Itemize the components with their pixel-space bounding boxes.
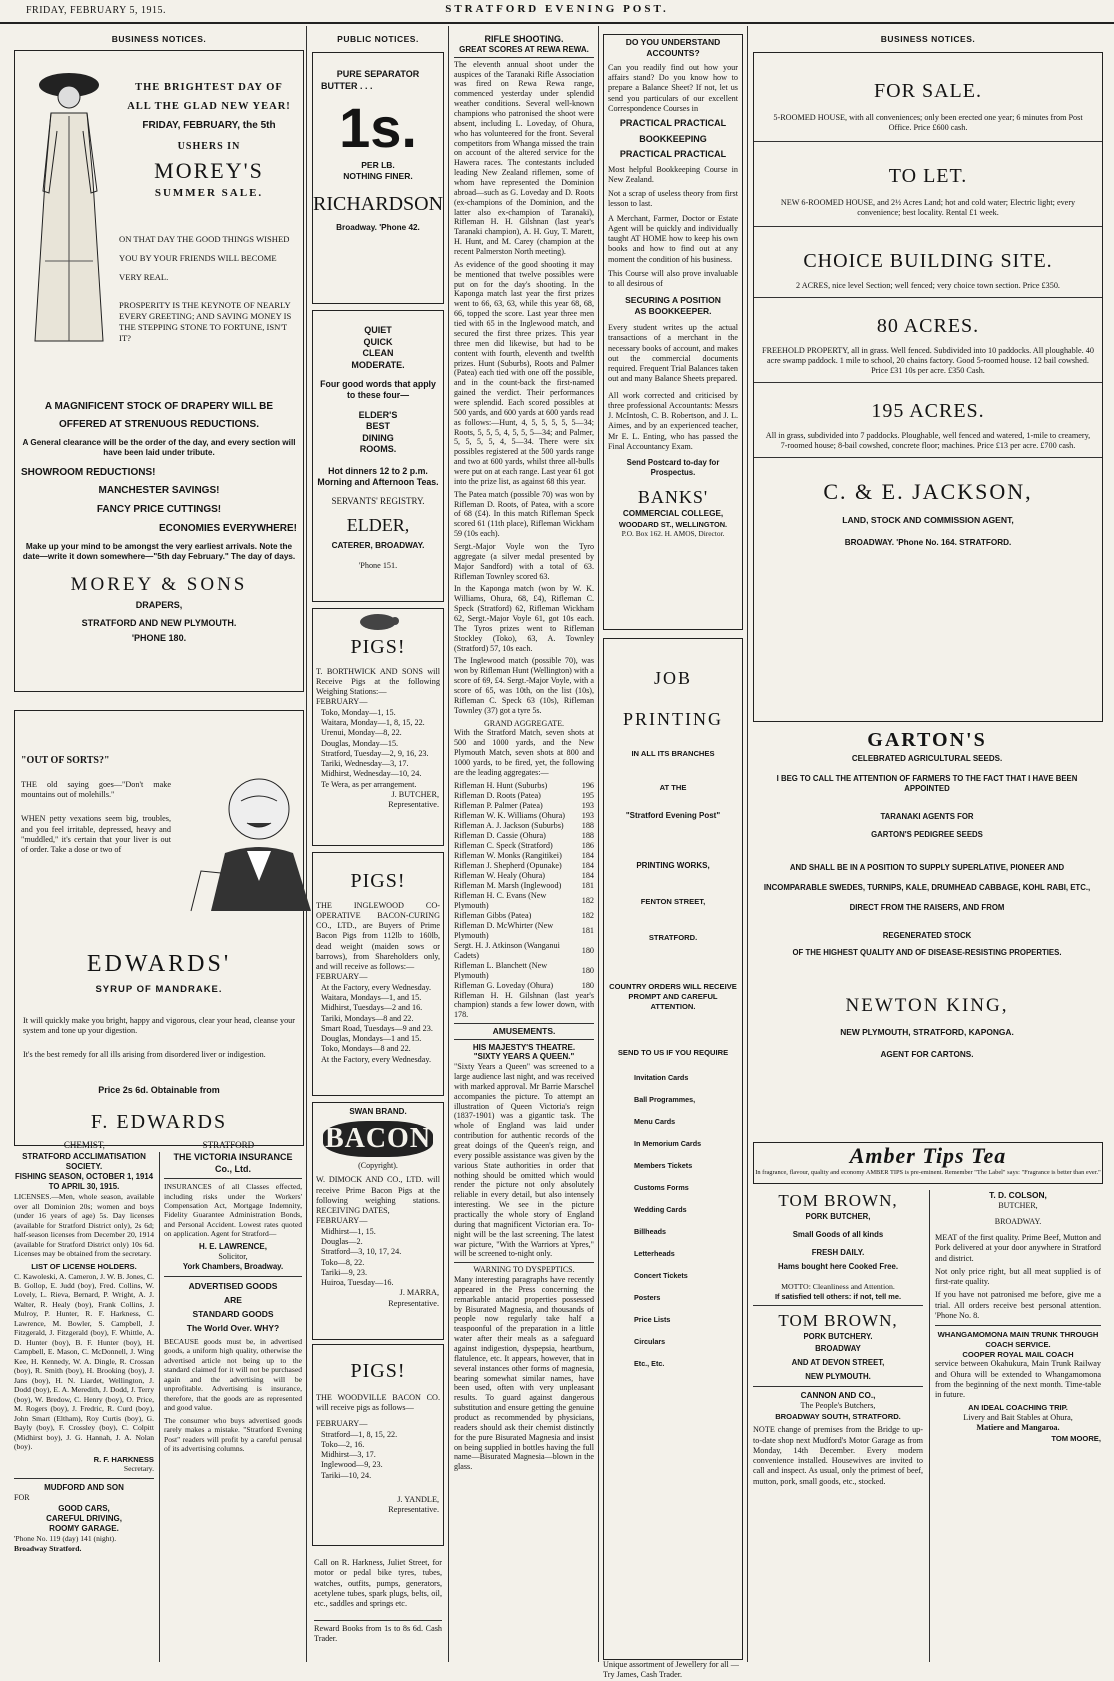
- notice-line: FISHING SEASON, OCTOBER 1, 1914 TO APRIL 30, 1915.: [14, 1172, 154, 1192]
- pigs-line: Representative.: [388, 1505, 439, 1515]
- tom-brown-line: NEW PLYMOUTH.: [805, 1371, 871, 1381]
- acres-80-title: 80 ACRES.: [876, 315, 980, 338]
- morey-line: OFFERED AT STRENUOUS REDUCTIONS.: [58, 418, 259, 430]
- pigs-woodville-advert: [312, 1344, 444, 1546]
- table-row: Rifleman C. Speck (Stratford) 186: [454, 840, 594, 850]
- pigs-row: Waitara, Mondays—1, and 15.: [321, 993, 422, 1003]
- job-line: COUNTRY ORDERS WILL RECEIVE PROMPT AND CAREFUL ATTENTION.: [609, 982, 737, 1011]
- banks-college-advert: [603, 34, 743, 630]
- adv-goods-line: ADVERTISED GOODS: [188, 1281, 278, 1292]
- jackson-text: 2 ACRES, nice level Section; well fenced; very choice town section. Price £350.: [796, 280, 1060, 290]
- morey-name: MOREY & SONS: [70, 573, 248, 595]
- theatre-heading: HIS MAJESTY'S THEATRE.: [472, 1042, 576, 1052]
- mudford-line: CAREFUL DRIVING,: [46, 1513, 122, 1523]
- pigs-row: Tariki, Wednesday—3, 17.: [321, 759, 409, 769]
- column-5: [753, 34, 1103, 1662]
- banks-line: PRACTICAL PRACTICAL: [619, 149, 727, 160]
- tolet-title: TO LET.: [888, 165, 968, 188]
- article-paragraph: In the Kaponga match (won by W. K. Williams, Ohura, 68, £4), Rifleman C. Speck (Stratford) 62, Rifleman Wickham 62, Sergt.-Major Voyle 61, got 10s each. The Tyros prizes went to Rifleman Stockley (Toko), 63, A. Townley (Stratford) 57, 10s each.: [454, 584, 594, 653]
- colson-text: Not only price right, but all meat supplied is of first-rate quality.: [935, 1266, 1101, 1287]
- column-3: [454, 34, 594, 1662]
- mudford-line: Broadway Stratford.: [14, 1544, 82, 1554]
- choice-title: CHOICE BUILDING SITE.: [803, 250, 1053, 273]
- cannon-name: CANNON AND CO.,: [800, 1390, 876, 1400]
- morey-line: 'PHONE 180.: [131, 633, 187, 644]
- acclimatisation-notice: [14, 1152, 154, 1662]
- morey-line: ALL THE GLAD NEW YEAR!: [127, 101, 291, 113]
- tom-brown-line: Small Goods of all kinds: [792, 1229, 884, 1239]
- pigs-row: At the Factory, every Wednesday.: [321, 1054, 431, 1064]
- swan-row: Midhirst—1, 15.: [321, 1226, 376, 1236]
- pigs-row: Toko, Monday—1, 15.: [321, 707, 396, 717]
- swan-month: FEBRUARY—: [316, 1216, 368, 1226]
- pigs-row: Midhirst, Wednesday—10, 24.: [321, 769, 422, 779]
- richardson-line: PER LB.: [361, 160, 395, 171]
- tom-brown-line: MOTTO: Cleanliness and Attention.: [781, 1281, 895, 1291]
- notice-text: C. Kawoleski, A. Cameron, J. W. B. Jones, C. B. Gollop, E. Judd (boy), Fred. Collins, W. Lovely, L. Rieva, Bernard, P. Wright, A. J. Walter, R. Healy (boy), Frank Collins, J. Mulroy, P. Hunter, R. F. Harkness, C. Lawrence, M. Bowler, S. Campbell, J. Fitzgerald, J. Fitzgerald (boy), F. Whittle, A. D. Hunter (boy), B. F. Hunter (boy), H. Campbell, E. Mason, C. McDonnell, J. Wing Kee, H. Kennedy, W. A. Dingle, R. Crossan (boy), R. Smith (boy), H. Brooking (boy), J. Jans (boy), H. N. Liardet, Wellington, J. Dodd (boy), E. A. Meredith, J. Dodd, J. Terry (boy), W. Bredow, C. Henry (boy), O. Price, M. Rogers (boy), J. Fredric, R. Curd (boy), John Smart (Eltham), Roy Curtis (boy), G. Bayly (boy), F. Crossley (boy), C. Colpitt (Midhirst boy), J. G. Hannah, J. A. Nolan (boy).: [14, 1271, 154, 1452]
- job-item: Circulars: [634, 1336, 666, 1346]
- banks-line: BOOKKEEPING: [639, 133, 707, 144]
- mail-line: Matiere and Mangaroa.: [976, 1423, 1060, 1433]
- mail-line: AN IDEAL COACHING TRIP.: [968, 1403, 1068, 1413]
- edwards-title: "OUT OF SORTS?": [21, 755, 110, 766]
- colson-name: T. D. COLSON,: [989, 1190, 1047, 1200]
- job-item: Menu Cards: [634, 1117, 676, 1127]
- mudford-line: 'Phone No. 119 (day) 141 (night).: [14, 1534, 117, 1544]
- elder-line: QUICK: [363, 336, 393, 347]
- pigs-row: Te Wera, as per arrangement.: [321, 779, 417, 789]
- banks-title: DO YOU UNDERSTAND ACCOUNTS?: [625, 37, 721, 58]
- swan-row: Toko—8, 22.: [321, 1257, 365, 1267]
- elder-line: CLEAN: [362, 348, 394, 359]
- victoria-line: York Chambers, Broadway.: [182, 1262, 284, 1272]
- column-rule: [448, 26, 449, 1662]
- harkness-notice: Call on R. Harkness, Juliet Street, for motor or pedal bike tyres, tubes, watches, outfits, pumps, generators, acetylene tubes, spark plugs, belts, oil, etc., saddles and springs etc.: [314, 1558, 442, 1608]
- banks-line: SECURING A POSITION: [625, 295, 721, 306]
- article-paragraph: The eleventh annual shoot under the auspices of the Taranaki Rifle Association was fired on Rewa Rewa range, commenced yesterday under splendid weather conditions. Several well-known champions who patronised the shoot were absent, including L. Loveday, of Ohura, who has volunteered for the front. Several competitors from Whanga missed the train on account of the altered service for the Hawera races. The contestants included leading New Zealand riflemen, some of whom have represented the Dominion abroad—such as G. Loveday and D. Roots (ex-champions of the Dominion, and the latter also ex-champion of Taranaki), Rifleman H. H. Gilshnan (last year's Taranaki champion), A. H. Guy, T. Marett, H. Hunt, and M. Carey (champion at the recent Palmerston North meeting).: [454, 59, 594, 257]
- job-item: Price Lists: [634, 1314, 671, 1324]
- morey-title: MOREY'S: [154, 158, 264, 184]
- table-row: Rifleman W. Healy (Ohura) 184: [454, 870, 594, 880]
- garton-line: AND SHALL BE IN A POSITION TO SUPPLY SUPERLATIVE, PIONEER AND INCOMPARABLE SWEDES, TURNIPS, KALE, DRUMHEAD CABBAGE, KOHL RABI, ETC., DIRECT FROM THE RAISERS, AND FROM: [763, 862, 1091, 913]
- pigs-signature: J. BUTCHER,: [391, 789, 439, 799]
- morey-text: Make up your mind to be amongst the very earliest arrivals. Note the date—write it down somewhere—"5th day February." The day of days.: [22, 541, 296, 562]
- jackson-advert: [753, 52, 1103, 722]
- job-line: PRINTING WORKS,: [636, 860, 710, 870]
- swan-copyright: (Copyright).: [358, 1161, 398, 1171]
- morey-line: FRIDAY, FEBRUARY, the 5th: [142, 119, 276, 131]
- morey-line: STRATFORD AND NEW PLYMOUTH.: [81, 617, 237, 628]
- garton-line: I BEG TO CALL THE ATTENTION OF FARMERS TO THE FACT THAT I HAVE BEEN APPOINTED: [776, 773, 1078, 793]
- edwards-text: It will quickly make you bright, happy and vigorous, clear your head, cleanse your system and tone up your digestion.: [23, 1015, 295, 1036]
- banks-text: Most helpful Bookkeeping Course in New Zealand.: [608, 164, 738, 184]
- pigs-row: Stratford, Tuesday—2, 9, 16, 23.: [321, 748, 429, 758]
- job-item: Customs Forms: [634, 1183, 689, 1193]
- swan-title: SWAN BRAND.: [349, 1107, 407, 1116]
- mail-line: COOPER ROYAL MAIL COACH: [962, 1349, 1074, 1359]
- column-rule: [747, 26, 748, 1662]
- elder-line: DINING: [362, 432, 394, 443]
- mail-line: Livery and Bait Stables at Ohura,: [963, 1413, 1073, 1423]
- elder-line: MODERATE.: [351, 359, 405, 370]
- job-item: Ball Programmes,: [634, 1095, 696, 1105]
- aggregate-table: [454, 781, 594, 991]
- garton-line: REGENERATED STOCK: [882, 930, 972, 940]
- richardson-line: NOTHING FINER.: [343, 170, 413, 181]
- jewellery-notice: Unique assortment of Jewellery for all — Try James, Cash Trader.: [603, 1660, 739, 1680]
- table-row: Rifleman A. J. Jackson (Suburbs) 188: [454, 820, 594, 830]
- job-item: Letterheads: [634, 1249, 675, 1259]
- swan-logo: BACON: [323, 1121, 433, 1157]
- mail-line: WHANGAMOMONA MAIN TRUNK THROUGH COACH SERVICE.: [937, 1330, 1099, 1349]
- garton-line: OF THE HIGHEST QUALITY AND OF DISEASE-RESISTING PROPERTIES.: [792, 948, 1062, 958]
- morey-line: ECONOMIES EVERYWHERE!: [159, 522, 297, 534]
- banks-line: WOODARD ST., WELLINGTON.: [618, 519, 728, 529]
- tom-brown-line: PORK BUTCHERY.: [803, 1331, 873, 1341]
- swan-row: Douglas—2.: [321, 1237, 363, 1247]
- article-paragraph: Rifleman H. H. Gilshnan (last year's champion) stands a few lower down, with 178.: [454, 990, 594, 1020]
- colson-column: [935, 1190, 1101, 1662]
- banks-text: Can you readily find out how your affairs stand? Do you know how to prepare a Balance Sheet? If not, let us send you particulars of our excellent Correspondence Courses in: [608, 62, 738, 113]
- elder-line: QUIET: [364, 325, 392, 335]
- edwards-chemist: F. EDWARDS: [90, 1111, 228, 1134]
- swan-signature: J. MARRA,: [399, 1288, 439, 1298]
- banks-text: Every student writes up the actual transactions of a merchant in the necessary books of account, and makes out the commercial documents required. Frequent Trial Balances taken out and many Balance Sheets prepared.: [608, 323, 738, 384]
- job-item: Concert Tickets: [634, 1271, 688, 1280]
- table-row: Rifleman M. Marsh (Inglewood) 181: [454, 880, 594, 890]
- colson-line: BUTCHER,: [998, 1200, 1038, 1210]
- pigs-row: Toko, Mondays—8 and 22.: [321, 1044, 411, 1054]
- table-row: Rifleman L. Blanchett (New Plymouth) 180: [454, 960, 594, 980]
- table-row: Rifleman Gibbs (Patea) 182: [454, 910, 594, 920]
- jackson-line: LAND, STOCK AND COMMISSION AGENT,: [842, 514, 1014, 525]
- table-row: Rifleman H. C. Evans (New Plymouth) 182: [454, 890, 594, 910]
- tom-brown-line: Hams bought here Cooked Free.: [777, 1261, 898, 1271]
- banks-line: AS BOOKKEEPER.: [634, 306, 712, 317]
- mail-signature: TOM MOORE,: [1051, 1433, 1101, 1443]
- victoria-agent: H. E. LAWRENCE,: [198, 1241, 267, 1251]
- pigs-text: T. BORTHWICK AND SONS will Receive Pigs at the following Weighing Stations:—: [316, 666, 440, 697]
- elder-text: Hot dinners 12 to 2 p.m. Morning and Afternoon Teas.: [317, 465, 439, 487]
- tom-brown-name: TOM BROWN,: [778, 1191, 898, 1210]
- job-item: Members Tickets: [634, 1161, 693, 1171]
- edwards-line: CHEMIST,: [63, 1139, 105, 1150]
- tom-brown-line: FRESH DAILY.: [811, 1247, 865, 1257]
- table-row: Rifleman D. Roots (Patea) 195: [454, 790, 594, 800]
- job-line: PRINTING: [623, 709, 723, 730]
- richardson-line: BUTTER . . .: [321, 80, 373, 91]
- garton-line: TARANAKI AGENTS FOR: [880, 811, 974, 821]
- job-item: Wedding Cards: [634, 1205, 687, 1215]
- cannon-line: BROADWAY SOUTH, STRATFORD.: [775, 1411, 901, 1421]
- morey-line: USHERS IN: [177, 140, 241, 152]
- pigs-row: Tariki, Mondays—8 and 22.: [321, 1013, 414, 1023]
- dyspeptics-heading: WARNING TO DYSPEPTICS.: [454, 1262, 594, 1275]
- job-line: STRATFORD.: [648, 932, 698, 942]
- notice-line: LIST OF LICENSE HOLDERS.: [31, 1261, 137, 1271]
- elder-line: SERVANTS' REGISTRY.: [331, 496, 425, 507]
- tom-brown-line: PORK BUTCHER,: [805, 1211, 871, 1221]
- tom-brown-line: If satisfied tell others: if not, tell me.: [774, 1291, 902, 1301]
- mudford-line: FOR: [14, 1493, 30, 1503]
- banks-line: PRACTICAL PRACTICAL: [619, 118, 727, 128]
- elder-advert: [312, 310, 444, 602]
- pigs-inglewood-advert: [312, 852, 444, 1096]
- pigs-row: Midhirst, Tuesdays—2 and 16.: [321, 1003, 423, 1013]
- article-title: RIFLE SHOOTING.: [484, 34, 564, 44]
- cannon-line: The People's Butchers,: [800, 1401, 876, 1411]
- table-row: Rifleman D. Cassie (Ohura) 188: [454, 830, 594, 840]
- insurance-column: [164, 1152, 302, 1662]
- issue-date: FRIDAY, FEBRUARY 5, 1915.: [26, 5, 166, 16]
- morey-line: SHOWROOM REDUCTIONS!: [21, 466, 156, 478]
- butchers-column: [753, 1190, 923, 1662]
- job-printing-advert: [603, 638, 743, 1660]
- victoria-text: INSURANCES of all Classes effected, including risks under the Workers' Compensation Act, Mortgage Indemnity, Fidelity Guarantee Administration Bonds, and Personal Accident. Lowest rates quoted on application. Agent for Stratford—: [164, 1182, 302, 1239]
- article-paragraph: The Inglewood match (possible 70), was won by Rifleman Hunt (Wellington) with a score of 69, £4. Sergt.-Major Voyle, with a score of 65, was 10th, on the list (10s), Rifleman C. Speck 63 (10s), Rifleman Townley (37) got a tyre 5s.: [454, 656, 594, 715]
- pigs-row: Inglewood—9, 23.: [321, 1460, 383, 1470]
- pigs-signature: J. YANDLE,: [397, 1494, 439, 1504]
- newton-line: AGENT FOR CARTONS.: [880, 1049, 974, 1059]
- banks-text: Not a scrap of useless theory from first lesson to last.: [608, 189, 738, 209]
- masthead-strip: [0, 0, 1114, 22]
- elder-line: BEST: [365, 421, 390, 432]
- garton-line: CELEBRATED AGRICULTURAL SEEDS.: [851, 753, 1003, 763]
- amber-tips-advert: [753, 1142, 1103, 1184]
- job-item: Etc., Etc.: [634, 1358, 665, 1368]
- job-item: Invitation Cards: [634, 1073, 689, 1083]
- banks-line: Send Postcard to-day for Prospectus.: [626, 458, 720, 478]
- morey-line: THE BRIGHTEST DAY OF: [135, 82, 283, 93]
- pigs-title: PIGS!: [350, 636, 406, 658]
- masthead-rule: [0, 22, 1114, 24]
- richardson-advert: [312, 52, 444, 304]
- edwards-text: WHEN petty vexations seem big, troubles, and you feel irritable, depressed, heavy and "muddled," it's certain that your liver is out of order. Take a dose or two of: [21, 814, 171, 855]
- paper-name: STRATFORD EVENING POST.: [445, 3, 669, 15]
- pigs-month: FEBRUARY—: [316, 697, 368, 707]
- edwards-price: Price 2s 6d. Obtainable from: [98, 1084, 220, 1095]
- swan-text: W. DIMOCK AND CO., LTD. will receive Prime Bacon Pigs at the following weighing stations. RECEIVING DATES,: [316, 1175, 440, 1216]
- richardson-line: Broadway. 'Phone 42.: [336, 223, 420, 233]
- mudford-line: GOOD CARS,: [58, 1503, 110, 1513]
- forsale-title: FOR SALE.: [874, 80, 982, 102]
- morey-line: A MAGNIFICENT STOCK OF DRAPERY WILL BE: [44, 401, 274, 412]
- job-item: In Memorium Cards: [634, 1139, 702, 1149]
- table-row: Rifleman H. Hunt (Suburbs) 196: [454, 780, 594, 790]
- jackson-text: FREEHOLD PROPERTY, all in grass. Well fenced. Subdivided into 10 paddocks. All ploughable. 40 acre swamp paddock. 1 mile to school, 20 chains factory. Good 5-roomed house. 12 bail cowshed. Price £31 10s per acre. £350 Cash.: [762, 345, 1094, 376]
- pigs-row: Stratford—1, 8, 15, 22.: [321, 1429, 398, 1439]
- swan-row: Huiroa, Tuesday—16.: [321, 1278, 394, 1288]
- lady-illustration: [23, 61, 115, 361]
- table-row: Rifleman J. Shepherd (Opunake) 184: [454, 860, 594, 870]
- column-2: [312, 34, 444, 1662]
- article-paragraph: With the Stratford Match, seven shots at 500 and 1000 yards, and the New Plymouth Match, seven shots at 800 and 1000 yards, to be fired, yet, the following are the leading aggregates:—: [454, 728, 594, 777]
- tom-brown-line: BROADWAY: [815, 1343, 861, 1353]
- job-item: Posters: [634, 1292, 661, 1302]
- newton-line: NEW PLYMOUTH, STRATFORD, KAPONGA.: [840, 1026, 1014, 1037]
- edwards-advert: [14, 710, 304, 1150]
- banks-text: This Course will also prove invaluable to all desirous of: [608, 268, 738, 289]
- table-row: Rifleman W. Monks (Rangitikei) 184: [454, 850, 594, 860]
- aggregate-heading: GRAND AGGREGATE.: [484, 718, 564, 728]
- morey-line: FANCY PRICE CUTTINGS!: [96, 504, 222, 516]
- amber-logo: Amber Tips Tea: [849, 1143, 1007, 1168]
- victoria-title: THE VICTORIA INSURANCE Co., Ltd.: [164, 1152, 302, 1179]
- edwards-text: THE old saying goes—"Don't make mountains out of molehills.": [21, 779, 171, 800]
- tom-brown-name: TOM BROWN,: [778, 1311, 898, 1331]
- elder-line: 'Phone 151.: [358, 561, 398, 571]
- pigs-line: Representative.: [388, 800, 439, 810]
- job-line: SEND TO US IF YOU REQUIRE: [617, 1047, 729, 1057]
- morey-advert: [14, 50, 304, 692]
- elder-name: ELDER,: [346, 514, 410, 535]
- morey-line: SUMMER SALE.: [154, 186, 264, 199]
- article-paragraph: "Sixty Years a Queen" was screened to a large audience last night, and was received with marked approval. Mr Barrie Marschel accompanies the picture. To attempt an illustration of Queen Victoria's reign (1837-1901) was a gigantic task. The whole of England was laid under contribution for authentic records of the great doings of the Queen's reign, and every possible assistance was given by the various State authorities in order that nothing should be omitted which would render the picture not only absolutely reliable in every detail, but also intensely interesting. We see in the picture practically the whole story of England during that magnificent Victorian era. To-night will be the last screening. The latest war picture, "With the Warriors at Ypres," will be screened to-night only.: [454, 1062, 594, 1259]
- elder-line: CATERER, BROADWAY.: [331, 540, 425, 550]
- richardson-price: 1s.: [339, 96, 417, 160]
- cannon-text: NOTE change of premises from the Bridge to up-to-date shop next Mudford's Motor Garage as from Monday, 14th December. Every modern convenience installed. Housewives are invited to call and inspect. As usual, only the primest of beef, mutton, pork, small goods, etc., stocked.: [753, 1425, 923, 1486]
- edwards-line: STRATFORD: [202, 1139, 255, 1150]
- theatre-subheading: "SIXTY YEARS A QUEEN.": [473, 1052, 575, 1062]
- morey-text: ON THAT DAY THE GOOD THINGS WISHED YOU BY YOUR FRIENDS WILL BECOME VERY REAL.: [119, 233, 290, 282]
- man-illustration: [181, 761, 331, 911]
- pigs-borthwick-advert: [312, 608, 444, 846]
- morey-line: DRAPERS,: [135, 600, 183, 611]
- swan-line: Representative.: [388, 1298, 439, 1308]
- victoria-line: Solicitor,: [218, 1252, 248, 1262]
- edwards-name: EDWARDS': [86, 951, 232, 977]
- pigs-row: Smart Road, Tuesdays—9 and 23.: [321, 1023, 433, 1033]
- pigs-row: Tariki—10, 24.: [321, 1470, 372, 1480]
- newton-name: NEWTON KING,: [845, 995, 1009, 1017]
- elder-text: Four good words that apply to these four—: [320, 379, 436, 401]
- adv-goods-text: The consumer who buys advertised goods rarely makes a mistake. "Stratford Evening Post" readers will profit by a careful perusal of its advertising columns.: [164, 1415, 302, 1454]
- reward-notice: Reward Books from 1s to 8s 6d. Cash Trader.: [314, 1620, 442, 1645]
- amber-text: In fragrance, flavour, quality and economy AMBER TIPS is pre-eminent. Remember "The Label" says: "Fragrance is better than ever.": [755, 1169, 1101, 1176]
- job-line: IN ALL ITS BRANCHES: [631, 749, 715, 759]
- edwards-text: It's the best remedy for all ills arising from disordered liver or indigestion.: [23, 1050, 266, 1060]
- job-line: JOB: [653, 668, 692, 688]
- adv-goods-text: BECAUSE goods must be, in advertised goods, a uniform high quality, otherwise the advertised article not being up to the standard claimed for it will not be purchased again and the advertising will be unprofitable. Advertising is insurance, therefore, that the goods are as represented and good value.: [164, 1336, 302, 1413]
- pigs-row: Toko—2, 16.: [321, 1439, 365, 1449]
- morey-line: MANCHESTER SAVINGS!: [98, 485, 220, 497]
- elder-line: ROOMS.: [359, 444, 397, 455]
- pigs-row: Waitara, Monday—1, 8, 15, 22.: [321, 718, 425, 728]
- pigs-month: FEBRUARY—: [316, 1419, 368, 1429]
- mudford-line: ROOMY GARAGE.: [49, 1524, 119, 1534]
- notice-text: LICENSES.—Men, whole season, available over all Dominion 20s; women and boys (under 16 years of age) 5s. Day licenses (available for Stratford District only), 2s 6d; half-season licenses from December 20, 1914 (available for Stratford District only) 10s 6d. Licenses may be obtained from the secretary.: [14, 1192, 154, 1259]
- pigs-title: PIGS!: [350, 1360, 406, 1382]
- richardson-name: RICHARDSON: [313, 192, 444, 215]
- notice-title: STRATFORD ACCLIMATISATION SOCIETY.: [22, 1152, 146, 1172]
- jackson-text: 5-ROOMED HOUSE, with all conveniences; only been erected one year; 6 minutes from Post Office. Price £600 cash.: [773, 112, 1083, 132]
- richardson-line: PURE SEPARATOR: [336, 69, 420, 79]
- article-paragraph: Many interesting paragraphs have recently appeared in the Press concerning the remarkable antacid properties possessed by Bisurated Magnesia, and thousands of people now regularly take half a teaspoonful of the preparation in a little water after their meals as a safeguard against indigestion, dyspepsia, heartburn, flatulence, etc. It appears, however, that in several instances other forms of magnesia, bearing somewhat similar names, have been used, often with very unpleasant results. To guard against dangerous substitution and ensure getting the genuine product as recommended by physicians, readers should ask their chemist distinctly for the pure Bisurated Magnesia and insist on being supplied in bottles having the full name—Bisurated Magnesia—blown in the glass.: [454, 1275, 594, 1472]
- notice-signature: R. F. HARKNESS: [93, 1454, 154, 1464]
- garton-line: GARTON'S PEDIGREE SEEDS: [871, 829, 983, 839]
- article-subtitle: GREAT SCORES AT REWA REWA.: [454, 45, 594, 58]
- column-1: [14, 34, 304, 1662]
- adv-goods-line: ARE: [224, 1295, 242, 1306]
- mail-text: service between Okahukura, Main Trunk Railway and Ohura will be extended to Whangamomona from the beginning of the next month. Time-table in future.: [935, 1359, 1101, 1400]
- job-line: "Stratford Evening Post": [625, 810, 721, 820]
- section-head: PUBLIC NOTICES.: [337, 34, 419, 44]
- banks-line: COMMERCIAL COLLEGE,: [622, 509, 724, 519]
- article-paragraph: As evidence of the good shooting it may be mentioned that twelve possibles were put on for the day's shooting. In the Kaponga match last year the first prizes went to 66, 63, 63, while this year 68, 68, 66, topped the score. Last year three men tied with 65 in the Inglewood match, and secured the first three prizes. This year three men did likewise, but had to be content with fourth, eleventh and twelfth prizes. Hunt (Suburbs), Roots and Palmer (Patea) each tied with one off the possible, and in the count-back the first-named gained the verdict. Their performances were splendid. Each scored possibles at 500 yards, and 600 yards at 600 yards read as follows:—Hunt, 4, 5, 5, 5, 5, 5—34; Roots, 5, 5, 5, 4, 5, 5, 5—34; and Palmer, 5, 5, 5, 5, 4, 5—34. There were six possibles registered at the 500 yards range and two at 600 yards, whilst three all-bulls were put on at each range. Last year 61 got into the prize list, as against 68 this year.: [454, 259, 594, 486]
- elder-line: ELDER'S: [358, 409, 398, 420]
- section-head: BUSINESS NOTICES.: [880, 34, 976, 44]
- jackson-name: C. & E. JACKSON,: [823, 479, 1033, 505]
- morey-text: PROSPERITY IS THE KEYNOTE OF NEARLY EVERY GREETING; AND SAVING MONEY IS THE STEPPING STONE TO FORTUNE, ISN'T IT?: [119, 300, 292, 344]
- pigs-title: PIGS!: [350, 870, 406, 892]
- table-row: Rifleman G. Loveday (Ohura) 180: [454, 980, 594, 990]
- edwards-subtitle: SYRUP OF MANDRAKE.: [95, 983, 223, 995]
- pigs-month: FEBRUARY—: [316, 972, 368, 982]
- column-4: [603, 34, 743, 1680]
- banks-text: All work corrected and criticised by three professional Accountants: Messrs J. McIntosh, C. B. Robertson, and J. L. Aimes, and by an experienced teacher, Mr E. L. Enting, who has passed the Final Accountancy Exam.: [608, 390, 738, 451]
- pigs-row: Douglas, Mondays—1 and 15.: [321, 1034, 422, 1044]
- pig-icon: [356, 611, 400, 633]
- pigs-row: Douglas, Monday—15.: [321, 738, 399, 748]
- notice-line: Secretary.: [123, 1464, 154, 1474]
- acres-195-title: 195 ACRES.: [871, 400, 985, 423]
- table-row: Rifleman D. McWhirter (New Plymouth) 181: [454, 920, 594, 940]
- article-paragraph: The Patea match (possible 70) was won by Rifleman D. Roots, of Patea, with a score of 68 (£4). In this match Rifleman Speck scored 61 (11th place), Rifleman Wickham 59 (10s each).: [454, 489, 594, 539]
- pigs-row: At the Factory, every Wednesday.: [321, 982, 431, 992]
- article-paragraph: Sergt.-Major Voyle won the Tyro aggregate (a silver medal presented by Major Sandford) with a total of 63. Rifleman Townley scored 63.: [454, 541, 594, 581]
- jackson-text: NEW 6-ROOMED HOUSE, and 2½ Acres Land; hot and cold water; Electric light; every convenience; best locality. Rental £1 week.: [780, 197, 1076, 217]
- section-head: BUSINESS NOTICES.: [111, 34, 207, 44]
- morey-text: A General clearance will be the order of the day, and every section will have been laid under tribute.: [22, 437, 296, 458]
- job-item: Billheads: [634, 1227, 666, 1237]
- table-row: Rifleman P. Palmer (Patea) 193: [454, 800, 594, 810]
- jackson-line: BROADWAY. 'Phone No. 164. STRATFORD.: [844, 537, 1012, 547]
- garton-title: GARTON'S: [867, 729, 987, 751]
- pigs-text: THE WOODVILLE BACON CO. will receive pigs as follows—: [316, 1392, 440, 1412]
- banks-text: A Merchant, Farmer, Doctor or Estate Agent will be quickly and individually taught AT HOME how to keep his own books and how to find out at any moment the condition of his business.: [608, 213, 738, 264]
- pigs-row: Urenui, Monday—8, 22.: [321, 728, 402, 738]
- banks-name: BANKS': [637, 486, 709, 507]
- mudford-title: MUDFORD AND SON: [44, 1483, 124, 1493]
- colson-text: MEAT of the first quality. Prime Beef, Mutton and Pork delivered at your door anywhere in Stratford and district.: [935, 1233, 1101, 1263]
- pigs-text: THE INGLEWOOD CO-OPERATIVE BACON-CURING CO., LTD., are Buyers of Prime Bacon Pigs from 112lb to 160lb, dead weight (maiden sows or barrows), from Shareholders only, and will receive as follows:—: [316, 900, 440, 972]
- tom-brown-line: AND AT DEVON STREET,: [791, 1357, 885, 1367]
- pigs-row: Midhirst—3, 17.: [321, 1450, 376, 1460]
- amusements-heading: AMUSEMENTS.: [454, 1023, 594, 1039]
- swan-row: Tariki—9, 23.: [321, 1267, 368, 1277]
- jackson-text: All in grass, subdivided into 7 paddocks. Ploughable, well fenced and watered, 1-mile to creamery, 7-roomed house; 8-bail cowshed, concrete floor; machines. Price £13 per acre. £700 cash.: [765, 430, 1091, 451]
- swan-bacon-advert: [312, 1102, 444, 1340]
- banks-line: P.O. Box 162. H. AMOS, Director.: [621, 528, 725, 538]
- table-row: Rifleman W. K. Williams (Ohura) 193: [454, 810, 594, 820]
- adv-goods-line: STANDARD GOODS: [192, 1309, 274, 1320]
- colson-line: BROADWAY.: [994, 1216, 1042, 1226]
- swan-row: Stratford—3, 10, 17, 24.: [321, 1247, 402, 1257]
- table-row: Sergt. H. J. Atkinson (Wanganui Cadets) 180: [454, 940, 594, 960]
- garton-advert: [753, 728, 1101, 1128]
- colson-text: If you have not patronised me before, give me a trial. All orders receive best personal attention. 'Phone No. 8.: [935, 1290, 1101, 1320]
- column-rule: [598, 26, 599, 1662]
- adv-goods-line: The World Over. WHY?: [186, 1323, 280, 1333]
- job-line: AT THE: [659, 782, 687, 792]
- job-line: FENTON STREET,: [640, 896, 706, 906]
